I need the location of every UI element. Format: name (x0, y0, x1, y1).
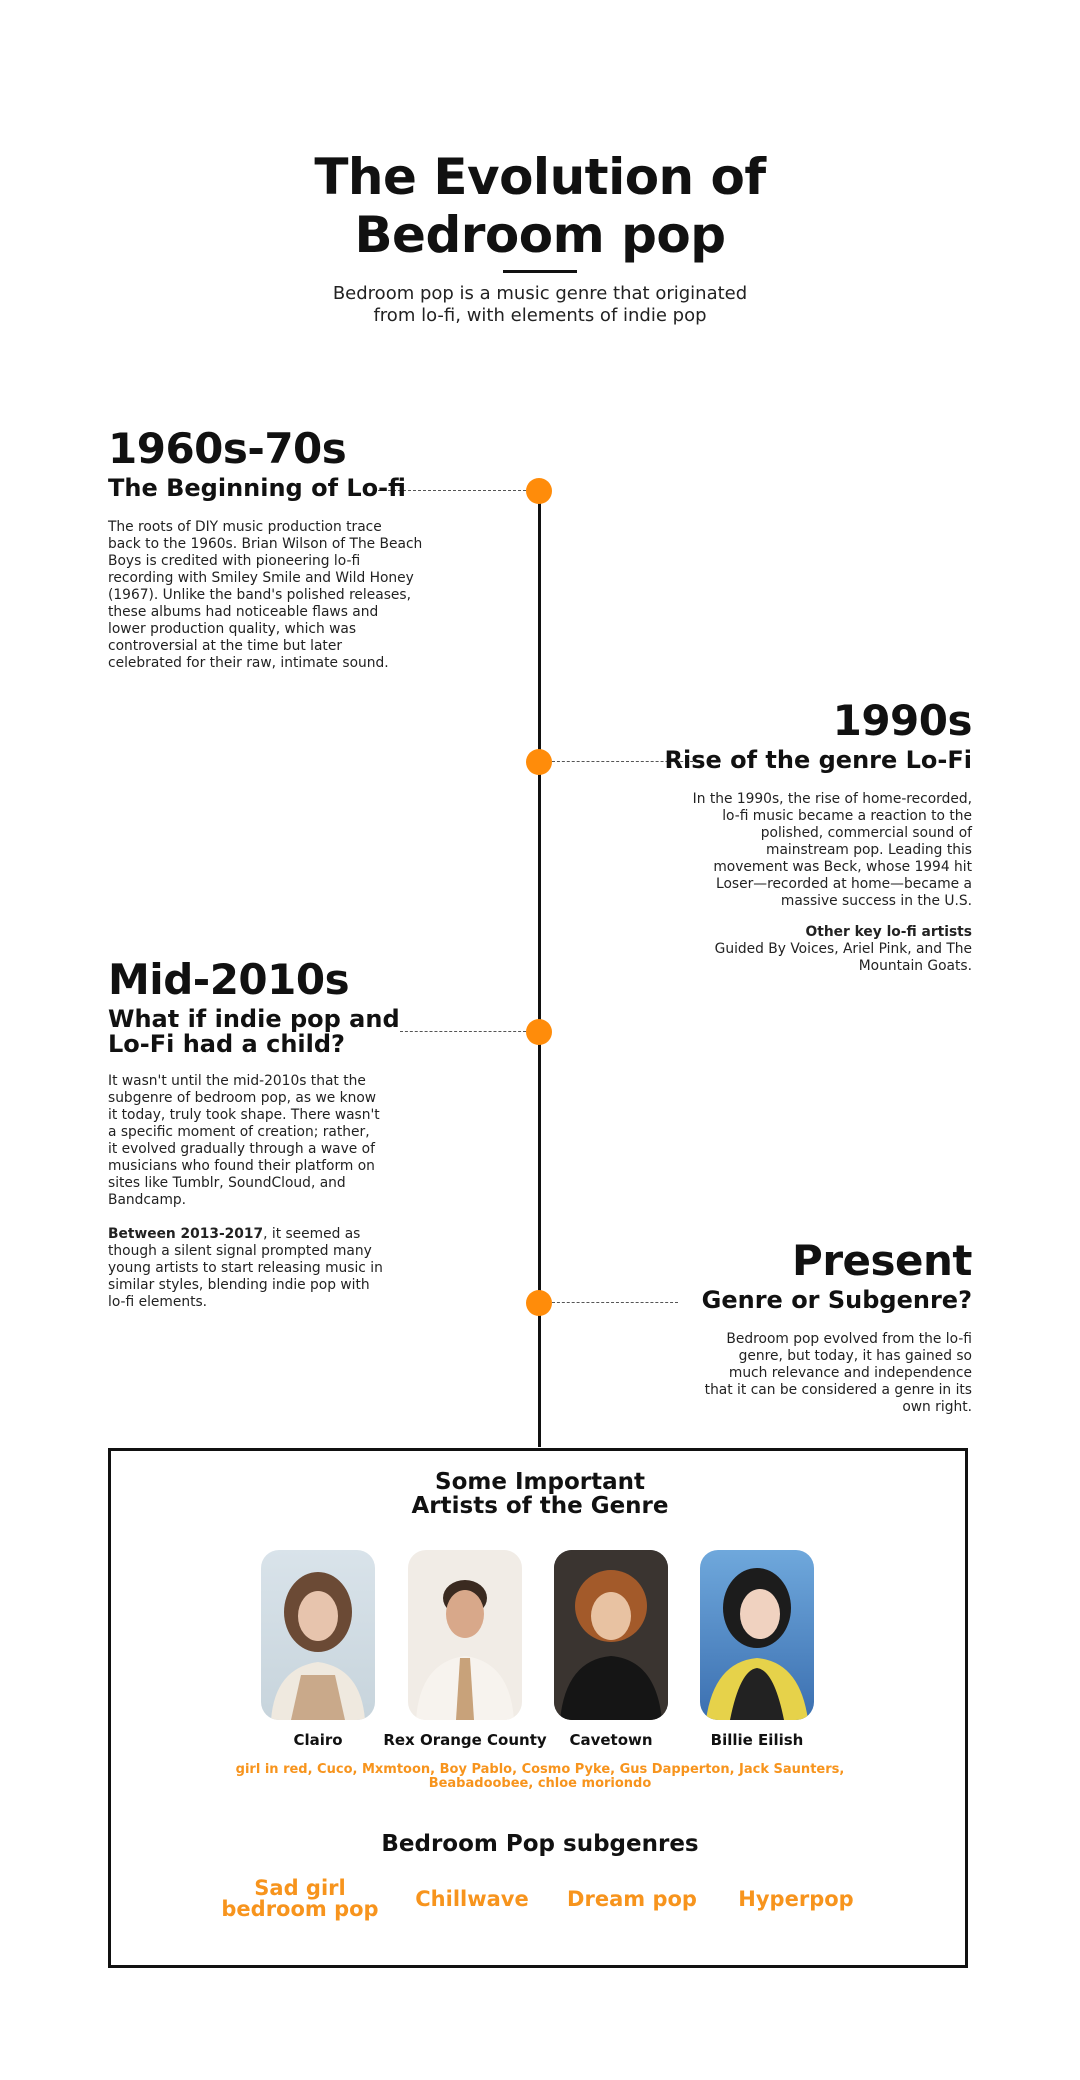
page-title (0, 148, 1080, 264)
title-line-1: The Evolution of (314, 148, 766, 206)
text-line (108, 1226, 408, 1243)
spacer (640, 910, 972, 924)
title-line-2: Bedroom pop (354, 206, 726, 264)
text-line: back to the 1960s. Brian Wilson of The Beach (108, 536, 423, 552)
spacer (108, 1209, 408, 1226)
heading-line: Lo-Fi had a child? (108, 1030, 345, 1058)
artists-title (0, 1470, 1080, 1518)
text-line: it evolved gradually through a wave of (108, 1141, 375, 1157)
subgenre-sad-girl-bedroom-pop (205, 1878, 395, 1920)
text-line: polished, commercial sound of (760, 825, 972, 841)
heading-2010s (108, 1007, 400, 1057)
subtitle-line-1: Bedroom pop is a music genre that originated (332, 283, 748, 304)
text-line: It wasn't until the mid-2010s that the (108, 1073, 366, 1089)
text-line: own right. (902, 1399, 972, 1415)
title-line: Artists of the Genre (411, 1493, 669, 1519)
text-line: sites like Tumblr, SoundCloud, and (108, 1175, 346, 1191)
timeline-dot-present (526, 1290, 552, 1316)
text-line: mainstream pop. Leading this (766, 842, 972, 858)
text-line: a specific moment of creation; rather, (108, 1124, 370, 1140)
heading-1990s: Rise of the genre Lo-Fi (664, 746, 972, 774)
text-line: Bedroom pop evolved from the lo-fi (726, 1331, 972, 1347)
text-line: lo-fi music became a reaction to the (722, 808, 972, 824)
subgenre-line: Sad girl (254, 1876, 346, 1900)
artist-photo-rex-orange-county (408, 1550, 522, 1720)
text-line: girl in red, Cuco, Mxmtoon, Boy Pablo, Cosmo Pyke, Gus Dapperton, Jack Saunters, (235, 1762, 845, 1777)
body-1960s (108, 519, 438, 672)
body-1990s (640, 791, 972, 975)
era-2010s: Mid-2010s (108, 955, 350, 1004)
artist-name-clairo: Clairo (293, 1731, 343, 1749)
text-line: much relevance and independence (728, 1365, 972, 1381)
body-2010s (108, 1073, 408, 1311)
other-artists-list (160, 1763, 920, 1791)
portrait-icon (700, 1550, 814, 1720)
title-line: Some Important (435, 1469, 645, 1495)
lead-rest: , it seemed as (263, 1226, 361, 1242)
artist-name-rex-orange-county: Rex Orange County (383, 1731, 547, 1749)
body-present (660, 1331, 972, 1416)
text-line: The roots of DIY music production trace (108, 519, 382, 535)
other-artists-heading: Other key lo-fi artists (805, 924, 972, 940)
artist-name-billie-eilish: Billie Eilish (710, 1731, 804, 1749)
text-line: though a silent signal prompted many (108, 1243, 372, 1259)
text-line: (1967). Unlike the band's polished releases, (108, 587, 411, 603)
subgenres-title: Bedroom Pop subgenres (381, 1831, 699, 1857)
text-line: Bandcamp. (108, 1192, 187, 1208)
text-line: similar styles, blending indie pop with (108, 1277, 370, 1293)
text-line: lower production quality, which was (108, 621, 357, 637)
portrait-icon (408, 1550, 522, 1720)
heading-line: What if indie pop and (108, 1005, 400, 1033)
timeline-dot-1990s (526, 749, 552, 775)
era-present: Present (792, 1236, 972, 1285)
title-divider (503, 270, 577, 273)
era-1990s: 1990s (832, 696, 972, 745)
artist-photo-clairo (261, 1550, 375, 1720)
text-line: Guided By Voices, Ariel Pink, and The (714, 941, 972, 957)
artist-photo-cavetown (554, 1550, 668, 1720)
bold-lead: Between 2013-2017 (108, 1226, 264, 1242)
text-line: Loser—recorded at home—became a (716, 876, 972, 892)
text-line: Mountain Goats. (858, 958, 972, 974)
heading-1960s: The Beginning of Lo-fi (108, 474, 406, 502)
subgenre-hyperpop: Hyperpop (738, 1887, 854, 1911)
text-line: lo-fi elements. (108, 1294, 208, 1310)
text-line: genre, but today, it has gained so (738, 1348, 972, 1364)
text-line: musicians who found their platform on (108, 1158, 375, 1174)
subgenre-dream-pop: Dream pop (567, 1887, 697, 1911)
text-line: recording with Smiley Smile and Wild Honey (108, 570, 414, 586)
text-line: it today, truly took shape. There wasn't (108, 1107, 380, 1123)
timeline-dot-1960s (526, 478, 552, 504)
text-line: In the 1990s, the rise of home-recorded, (692, 791, 972, 807)
text-line: movement was Beck, whose 1994 hit (713, 859, 972, 875)
era-1960s: 1960s-70s (108, 424, 347, 473)
page-subtitle (0, 283, 1080, 327)
text-line: subgenre of bedroom pop, as we know (108, 1090, 377, 1106)
connector-2010s (400, 1031, 526, 1032)
artist-photo-billie-eilish (700, 1550, 814, 1720)
heading-present: Genre or Subgenre? (701, 1286, 972, 1314)
portrait-icon (261, 1550, 375, 1720)
artist-name-cavetown: Cavetown (569, 1731, 653, 1749)
text-line: that it can be considered a genre in its (704, 1382, 972, 1398)
subgenre-chillwave: Chillwave (415, 1887, 529, 1911)
text-line: Boys is credited with pioneering lo-fi (108, 553, 361, 569)
text-line: young artists to start releasing music in (108, 1260, 383, 1276)
subtitle-line-2: from lo-fi, with elements of indie pop (373, 305, 707, 326)
portrait-icon (554, 1550, 668, 1720)
text-line: Beabadoobee, chloe moriondo (428, 1776, 652, 1791)
text-line: massive success in the U.S. (780, 893, 972, 909)
subgenre-line: bedroom pop (221, 1897, 379, 1921)
text-line: controversial at the time but later (108, 638, 343, 654)
text-line: these albums had noticeable flaws and (108, 604, 379, 620)
text-line: celebrated for their raw, intimate sound. (108, 655, 389, 671)
timeline-dot-2010s (526, 1019, 552, 1045)
